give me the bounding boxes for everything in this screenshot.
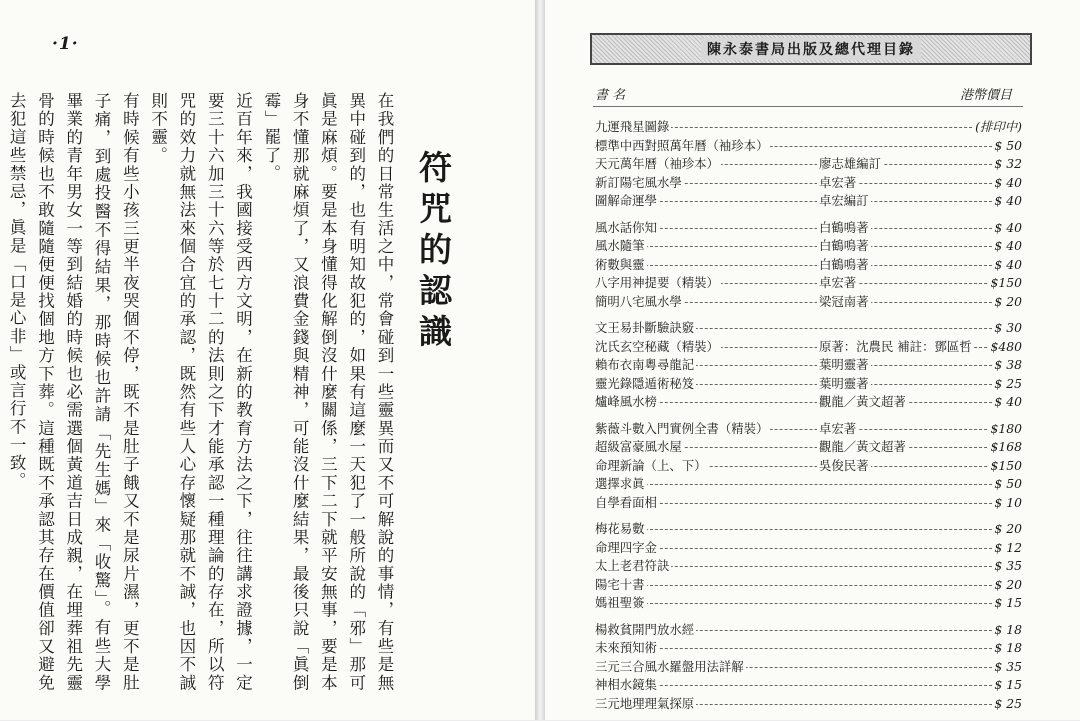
catalog-group	[595, 118, 1022, 211]
book-title: 標準中西對照萬年曆（袖珍本）	[595, 137, 770, 156]
dotted-leader	[595, 228, 1022, 229]
book-author: 觀龍／黃文超著	[817, 393, 908, 412]
book-price: $ 20	[992, 293, 1022, 312]
catalog-row	[595, 658, 1022, 677]
book-title: 術數與靈	[595, 256, 647, 275]
book-price: $ 18	[992, 621, 1022, 640]
book-title: 三元三合風水羅盤用法詳解	[595, 658, 746, 677]
dotted-leader	[595, 548, 1022, 549]
book-author: 白鶴鳴著	[817, 219, 871, 238]
book-price: $ 40	[992, 174, 1022, 193]
book-price: $150	[988, 457, 1022, 476]
catalog-row	[595, 137, 1022, 156]
dotted-leader	[595, 265, 1022, 266]
catalog-row	[595, 155, 1022, 174]
book-author: 卓宏著	[817, 274, 858, 293]
catalog-row	[595, 293, 1022, 312]
book-price: $ 15	[992, 676, 1022, 695]
catalog-row	[595, 594, 1022, 613]
book-title: 自學看面相	[595, 494, 659, 513]
catalog-row	[595, 393, 1022, 412]
book-title: 命理新論（上、下）	[595, 457, 709, 476]
catalog-row	[595, 695, 1022, 714]
book-title: 選擇求眞	[595, 475, 647, 494]
paragraph: 近百年來，我國接受西方文明，在新的教育方法之下，往往講求證據，一定要三十六加三十六等於七十二的法則之下才能承認一種理論的存在，所以符咒的效力就無法來個合宜的承認，既然有些人心存懷疑那就不誠，也因不誠則不靈。	[148, 92, 253, 692]
catalog-group	[595, 219, 1022, 312]
column-header-book: 書 名	[595, 88, 626, 103]
catalog-row	[595, 639, 1022, 658]
catalog-row	[595, 676, 1022, 695]
book-price: $ 40	[992, 393, 1022, 412]
book-gutter	[535, 0, 545, 720]
catalog-group	[595, 420, 1022, 513]
book-price: $ 10	[992, 494, 1022, 513]
catalog-row	[595, 118, 1022, 137]
book-price: $168	[988, 438, 1022, 457]
book-price: $ 40	[992, 256, 1022, 275]
book-title: 新訂陽宅風水學	[595, 174, 684, 193]
book-author: 廖志雄編訂	[817, 155, 883, 174]
article-title: 符咒的認識	[414, 150, 453, 355]
book-price: $ 38	[992, 356, 1022, 375]
header-rule	[593, 106, 1023, 107]
article-body	[7, 92, 398, 692]
book-author: 白鶴鳴著	[817, 256, 871, 275]
book-title: 三元地理理氣探原	[595, 695, 696, 714]
book-title: 圖解命運學	[595, 192, 659, 211]
catalog-row	[595, 457, 1022, 476]
book-price: $ 20	[992, 520, 1022, 539]
catalog-row	[595, 338, 1022, 357]
book-price: $180	[988, 420, 1022, 439]
book-title: 太上老君符訣	[595, 557, 671, 576]
catalog-row	[595, 237, 1022, 256]
book-price: $ 35	[992, 658, 1022, 677]
book-title: 陽宅十書	[595, 576, 647, 595]
book-price: $480	[988, 338, 1022, 357]
catalog-row	[595, 475, 1022, 494]
dotted-leader	[595, 484, 1022, 485]
paragraph: 有時候有些小孩三更半夜哭個不停，既不是肚子餓又不是尿片濕，更不是肚子痛，到處投醫不得結果，那時候也許請「先生媽」來「收驚」。有些大學畢業的青年男女一等到結婚的時候也必需選個黃道吉日成親，在埋葬祖先靈骨的時候也不敢隨隨便便找個地方下葬。這種既不承認其存在價值卻又避免去犯這些禁忌，眞是「口是心非」或言行不一致。	[7, 92, 140, 692]
book-price: $ 50	[992, 475, 1022, 494]
book-title: 媽祖聖簽	[595, 594, 647, 613]
catalog-row	[595, 438, 1022, 457]
dotted-leader	[595, 503, 1022, 504]
book-title: 風水隨筆	[595, 237, 647, 256]
book-author: 卓宏著	[817, 174, 858, 193]
book-price: $ 20	[992, 576, 1022, 595]
book-title: 紫薇斗數入門實例全書（精裝）	[595, 420, 770, 439]
book-price: $ 50	[992, 137, 1022, 156]
book-title: 神相水鏡集	[595, 676, 659, 695]
book-price: $ 18	[992, 639, 1022, 658]
dotted-leader	[595, 648, 1022, 649]
catalog-row	[595, 256, 1022, 275]
book-price: $ 12	[992, 539, 1022, 558]
book-price: $ 40	[992, 219, 1022, 238]
book-price: (排印中)	[973, 118, 1022, 137]
book-title: 命理四字金	[595, 539, 659, 558]
catalog-row	[595, 319, 1022, 338]
catalog-row	[595, 274, 1022, 293]
book-title: 超級富豪風水屋	[595, 438, 684, 457]
book-title: 八字用神提要（精裝）	[595, 274, 721, 293]
catalog-group	[595, 319, 1022, 412]
book-title: 簡明八宅風水學	[595, 293, 684, 312]
catalog-row	[595, 539, 1022, 558]
catalog-row	[595, 621, 1022, 640]
book-author: 卓宏著	[817, 420, 858, 439]
dotted-leader	[595, 585, 1022, 586]
dotted-leader	[595, 201, 1022, 202]
book-price: $ 25	[992, 695, 1022, 714]
book-price: $ 35	[992, 557, 1022, 576]
book-author: 葉明靈著	[817, 375, 871, 394]
book-price: $ 30	[992, 319, 1022, 338]
book-price: $ 40	[992, 237, 1022, 256]
catalog-title: 陳永泰書局出版及總代理目錄	[701, 38, 921, 60]
page-number: ·1·	[52, 34, 79, 54]
catalog-row	[595, 174, 1022, 193]
book-author: 梁冠南著	[817, 293, 871, 312]
catalog-row	[595, 520, 1022, 539]
book-title: 九運飛星圖錄	[595, 118, 671, 137]
right-page	[545, 0, 1080, 720]
book-price: $ 25	[992, 375, 1022, 394]
catalog-row	[595, 420, 1022, 439]
book-price: $ 40	[992, 192, 1022, 211]
catalog-row	[595, 219, 1022, 238]
book-title: 楊救貧開門放水經	[595, 621, 696, 640]
book-title: 梅花易數	[595, 520, 647, 539]
dotted-leader	[595, 529, 1022, 530]
catalog-row	[595, 192, 1022, 211]
dotted-leader	[595, 246, 1022, 247]
book-title: 沈氏玄空秘藏（精裝）	[595, 338, 721, 357]
book-title: 風水話你知	[595, 219, 659, 238]
book-author: 白鶴鳴著	[817, 237, 871, 256]
catalog-row	[595, 494, 1022, 513]
book-title: 爐峰風水榜	[595, 393, 659, 412]
book-author: 吳俊民著	[817, 457, 871, 476]
column-header-price: 港幣價目	[959, 88, 1012, 103]
paragraph: 在我們的日常生活之中，常會碰到一些靈異而又不可解說的事情，有些是無異中碰到的，也有明知故犯的，如果有這麼一天犯了一般所說的「邪」那可眞是麻煩。要是本身懂得化解倒沒什麼關係，三下二下就平安無事，要是本身不懂那就麻煩了，又浪費金錢與精神，可能沒什麼結果，最後只說「眞倒霉」罷了。	[261, 92, 394, 692]
catalog-row	[595, 375, 1022, 394]
book-price: $150	[988, 274, 1022, 293]
catalog-row	[595, 576, 1022, 595]
dotted-leader	[595, 603, 1022, 604]
book-title: 未來預知術	[595, 639, 659, 658]
left-page	[0, 0, 535, 720]
book-author: 原著：沈農民 補註：鄧區哲	[817, 338, 974, 357]
book-title: 天元萬年曆（袖珍本）	[595, 155, 721, 174]
catalog-group	[595, 520, 1022, 613]
catalog-row	[595, 356, 1022, 375]
dotted-leader	[595, 402, 1022, 403]
book-title: 文王易卦斷驗訣竅	[595, 319, 696, 338]
catalog-row	[595, 557, 1022, 576]
book-title: 賴布衣南粵尋龍記	[595, 356, 696, 375]
book-author: 觀龍／黃文超著	[817, 438, 908, 457]
catalog-group	[595, 621, 1022, 714]
book-price: $ 32	[992, 155, 1022, 174]
book-price: $ 15	[992, 594, 1022, 613]
dotted-leader	[595, 685, 1022, 686]
book-title: 靈光錄隱遁術秘笈	[595, 375, 696, 394]
catalog-banner	[590, 33, 1032, 65]
catalog-list	[595, 118, 1022, 721]
book-author: 卓宏編訂	[817, 192, 871, 211]
book-author: 葉明靈著	[817, 356, 871, 375]
